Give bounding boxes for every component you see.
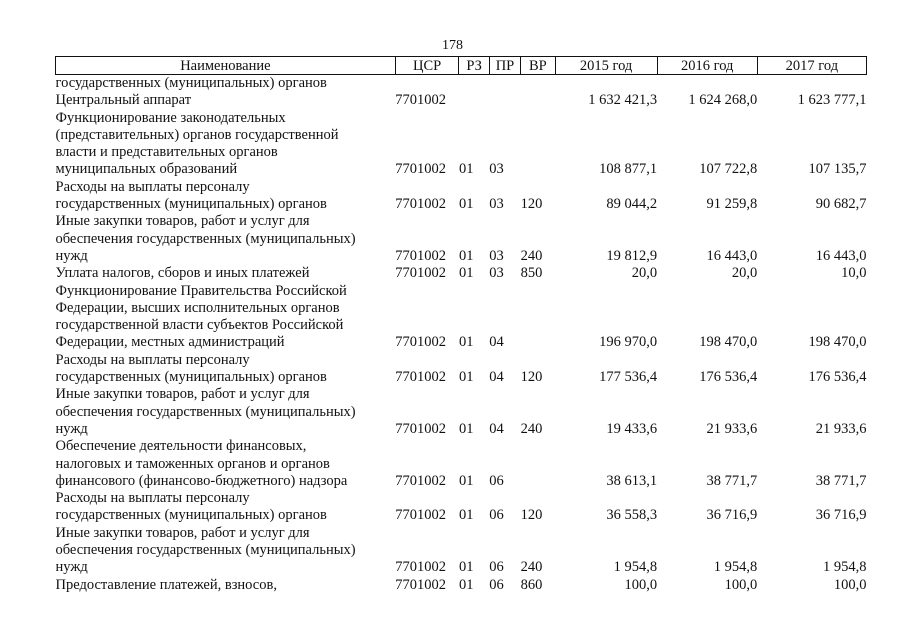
cell-vr — [521, 404, 555, 421]
table-row — [56, 352, 867, 369]
cell-2017 — [757, 542, 866, 559]
cell-rz — [459, 542, 489, 559]
budget-table — [55, 56, 867, 594]
cell-rz: 01 — [458, 559, 474, 576]
table-row — [56, 525, 867, 542]
cell-2015 — [555, 386, 657, 403]
cell-vr: 240 — [520, 559, 543, 576]
cell-2015: 36 558,3 — [606, 507, 658, 524]
cell-csr — [395, 110, 459, 127]
cell-pr — [489, 144, 520, 161]
cell-2016 — [657, 386, 757, 403]
cell-pr: 03 — [489, 161, 504, 178]
table-row — [56, 369, 867, 386]
header-name: Наименование — [56, 57, 396, 75]
cell-vr — [521, 334, 555, 351]
cell-2016 — [657, 542, 757, 559]
table-row — [56, 490, 867, 507]
cell-csr — [395, 213, 459, 230]
cell-2016 — [657, 179, 757, 196]
cell-csr: 7701002 — [395, 420, 447, 437]
cell-2015 — [555, 127, 657, 144]
cell-2017 — [757, 317, 866, 334]
cell-csr — [395, 352, 459, 369]
cell-pr — [489, 75, 520, 93]
cell-2015: 1 632 421,3 — [588, 92, 658, 109]
cell-2015: 177 536,4 — [599, 369, 658, 386]
cell-rz — [459, 179, 489, 196]
cell-2015 — [555, 179, 657, 196]
cell-2017: 1 954,8 — [823, 559, 867, 576]
cell-pr — [489, 300, 520, 317]
cell-2016 — [657, 525, 757, 542]
cell-pr — [489, 542, 520, 559]
cell-rz — [459, 317, 489, 334]
cell-2016 — [657, 127, 757, 144]
cell-rz: 01 — [458, 265, 474, 282]
cell-2016 — [657, 144, 757, 161]
cell-name: государственных (муниципальных) органов — [55, 507, 327, 524]
cell-2017 — [757, 110, 866, 127]
cell-pr: 03 — [489, 247, 504, 264]
table-row — [56, 300, 867, 317]
cell-vr — [521, 525, 555, 542]
table-row — [56, 75, 867, 93]
cell-2016 — [657, 75, 757, 93]
cell-rz — [459, 456, 489, 473]
cell-name: Федерации, высших исполнительных органов — [55, 299, 340, 316]
cell-2015: 20,0 — [631, 265, 658, 282]
table-row — [56, 179, 867, 196]
cell-csr — [395, 283, 459, 300]
cell-pr: 06 — [489, 559, 504, 576]
cell-2016: 20,0 — [731, 265, 758, 282]
cell-pr — [489, 317, 520, 334]
cell-name: Расходы на выплаты персоналу — [55, 490, 250, 507]
cell-name: власти и представительных органов — [55, 144, 278, 161]
cell-vr: 120 — [520, 196, 543, 213]
cell-pr — [489, 231, 520, 248]
cell-2015 — [555, 525, 657, 542]
table-row — [56, 144, 867, 161]
cell-rz — [459, 110, 489, 127]
cell-name: государственных (муниципальных) органов — [55, 196, 327, 213]
cell-rz — [459, 75, 489, 93]
cell-pr: 03 — [489, 265, 504, 282]
cell-2015 — [555, 283, 657, 300]
cell-name: финансового (финансово-бюджетного) надзора — [55, 472, 348, 489]
cell-vr — [521, 127, 555, 144]
header-csr: ЦСР — [395, 57, 459, 75]
cell-2017: 36 716,9 — [815, 507, 867, 524]
cell-2015: 89 044,2 — [606, 196, 658, 213]
cell-2017 — [757, 283, 866, 300]
cell-vr — [521, 456, 555, 473]
cell-rz: 01 — [458, 420, 474, 437]
cell-pr — [489, 283, 520, 300]
cell-vr — [521, 490, 555, 507]
cell-2016 — [657, 490, 757, 507]
cell-name: нужд — [55, 420, 88, 437]
cell-rz: 01 — [458, 247, 474, 264]
cell-rz: 01 — [458, 334, 474, 351]
cell-2017 — [757, 404, 866, 421]
header-pr: ПР — [489, 57, 520, 75]
cell-rz — [459, 92, 489, 109]
cell-csr — [395, 75, 459, 93]
cell-name: Иные закупки товаров, работ и услуг для — [55, 213, 310, 230]
cell-name: Иные закупки товаров, работ и услуг для — [55, 524, 310, 541]
cell-vr — [521, 283, 555, 300]
cell-vr — [521, 317, 555, 334]
cell-2015: 1 954,8 — [613, 559, 658, 576]
cell-vr — [521, 75, 555, 93]
cell-2017 — [757, 438, 866, 455]
cell-vr: 240 — [520, 247, 543, 264]
cell-2015 — [555, 490, 657, 507]
cell-2016: 176 536,4 — [699, 369, 758, 386]
cell-rz — [459, 525, 489, 542]
cell-vr — [521, 213, 555, 230]
cell-rz: 01 — [458, 196, 474, 213]
cell-2017: 107 135,7 — [808, 161, 867, 178]
cell-2016: 1 954,8 — [713, 559, 758, 576]
cell-name: Функционирование законодательных — [55, 109, 286, 126]
cell-name: государственных (муниципальных) органов — [55, 75, 327, 91]
cell-pr — [489, 386, 520, 403]
cell-2015 — [555, 213, 657, 230]
cell-csr — [395, 317, 459, 334]
cell-name: Предоставление платежей, взносов, — [55, 576, 277, 593]
header-2015: 2015 год — [555, 57, 657, 75]
header-2016: 2016 год — [657, 57, 757, 75]
cell-2016: 198 470,0 — [699, 334, 758, 351]
cell-csr — [395, 179, 459, 196]
table-row — [56, 577, 867, 594]
cell-2015: 38 613,1 — [606, 472, 658, 489]
cell-csr — [395, 456, 459, 473]
table-header-row — [56, 57, 867, 75]
table-row — [56, 438, 867, 455]
cell-name: Функционирование Правительства Российской — [55, 282, 347, 299]
cell-2015 — [555, 352, 657, 369]
header-rz: РЗ — [459, 57, 489, 75]
cell-pr — [489, 525, 520, 542]
table-row — [56, 265, 867, 282]
cell-2015 — [555, 75, 657, 93]
cell-name: нужд — [55, 559, 88, 576]
cell-csr — [395, 386, 459, 403]
table-row — [56, 334, 867, 351]
cell-2017 — [757, 75, 866, 93]
cell-2017: 1 623 777,1 — [797, 92, 867, 109]
cell-vr: 120 — [520, 369, 543, 386]
cell-2017 — [757, 352, 866, 369]
cell-vr — [521, 473, 555, 490]
cell-pr: 04 — [489, 369, 504, 386]
cell-csr — [395, 438, 459, 455]
cell-pr: 06 — [489, 507, 504, 524]
cell-rz: 01 — [458, 507, 474, 524]
table-row — [56, 110, 867, 127]
cell-pr — [489, 490, 520, 507]
cell-2015 — [555, 542, 657, 559]
cell-2015: 19 433,6 — [606, 420, 658, 437]
cell-csr — [395, 525, 459, 542]
header-vr: ВР — [521, 57, 555, 75]
cell-2017: 198 470,0 — [808, 334, 867, 351]
cell-pr — [489, 352, 520, 369]
cell-vr: 850 — [520, 265, 543, 282]
cell-rz — [459, 231, 489, 248]
cell-2016 — [657, 317, 757, 334]
cell-pr: 04 — [489, 334, 504, 351]
cell-rz — [459, 404, 489, 421]
cell-2017: 100,0 — [833, 576, 867, 593]
cell-csr: 7701002 — [395, 559, 447, 576]
cell-2016 — [657, 110, 757, 127]
cell-2016: 16 443,0 — [706, 247, 758, 264]
cell-pr: 04 — [489, 420, 504, 437]
cell-2016 — [657, 438, 757, 455]
table-row — [56, 196, 867, 213]
cell-pr: 06 — [489, 576, 504, 593]
cell-pr — [489, 404, 520, 421]
cell-pr: 03 — [489, 196, 504, 213]
cell-csr — [395, 490, 459, 507]
cell-name: обеспечения государственных (муниципальных) — [55, 403, 356, 420]
cell-2016 — [657, 352, 757, 369]
table-row — [56, 231, 867, 248]
cell-2015 — [555, 144, 657, 161]
cell-2015: 100,0 — [624, 576, 658, 593]
cell-rz — [459, 213, 489, 230]
cell-2017 — [757, 231, 866, 248]
cell-pr — [489, 213, 520, 230]
cell-name: налоговых и таможенных органов и органов — [55, 455, 330, 472]
table-row — [56, 213, 867, 230]
header-2017: 2017 год — [757, 57, 866, 75]
cell-pr — [489, 179, 520, 196]
cell-csr: 7701002 — [395, 247, 447, 264]
table-row — [56, 559, 867, 576]
cell-pr — [489, 456, 520, 473]
cell-name: (представительных) органов государственной — [55, 126, 339, 143]
cell-pr — [489, 92, 520, 109]
cell-name: государственной власти субъектов Российской — [55, 317, 344, 334]
cell-2015 — [555, 456, 657, 473]
cell-pr — [489, 127, 520, 144]
cell-vr — [521, 542, 555, 559]
cell-csr — [395, 231, 459, 248]
cell-name: муниципальных образований — [55, 161, 238, 178]
cell-2016 — [657, 300, 757, 317]
cell-vr — [521, 110, 555, 127]
cell-csr — [395, 300, 459, 317]
cell-2016: 91 259,8 — [706, 196, 758, 213]
cell-vr: 240 — [520, 420, 543, 437]
cell-rz: 01 — [458, 369, 474, 386]
cell-csr: 7701002 — [395, 265, 447, 282]
cell-pr — [489, 110, 520, 127]
cell-2016: 107 722,8 — [699, 161, 758, 178]
cell-csr — [395, 127, 459, 144]
table-row — [56, 456, 867, 473]
cell-2016 — [657, 283, 757, 300]
cell-2016: 1 624 268,0 — [688, 92, 758, 109]
cell-2015 — [555, 300, 657, 317]
cell-pr — [489, 438, 520, 455]
cell-2016: 36 716,9 — [706, 507, 758, 524]
table-row — [56, 473, 867, 490]
cell-rz: 01 — [458, 472, 474, 489]
cell-2016 — [657, 231, 757, 248]
cell-2015 — [555, 404, 657, 421]
cell-csr — [395, 542, 459, 559]
cell-vr — [521, 92, 555, 109]
table-body — [56, 75, 867, 594]
cell-name: Расходы на выплаты персоналу — [55, 178, 250, 195]
table-row — [56, 404, 867, 421]
cell-vr — [521, 144, 555, 161]
cell-rz — [459, 283, 489, 300]
cell-csr — [395, 144, 459, 161]
cell-vr — [521, 179, 555, 196]
cell-name: Центральный аппарат — [55, 92, 192, 109]
cell-name: Уплата налогов, сборов и иных платежей — [55, 265, 310, 282]
cell-2017 — [757, 525, 866, 542]
cell-rz — [459, 438, 489, 455]
cell-2017 — [757, 179, 866, 196]
table-row — [56, 248, 867, 265]
cell-rz: 01 — [458, 576, 474, 593]
cell-csr: 7701002 — [395, 472, 447, 489]
table-row — [56, 283, 867, 300]
table-row — [56, 127, 867, 144]
page-number: 178 — [442, 38, 463, 53]
cell-2017: 16 443,0 — [815, 247, 867, 264]
cell-name: обеспечения государственных (муниципальных) — [55, 542, 356, 559]
cell-2016: 21 933,6 — [706, 420, 758, 437]
cell-rz — [459, 127, 489, 144]
cell-2016: 100,0 — [724, 576, 758, 593]
cell-2015: 19 812,9 — [606, 247, 658, 264]
cell-csr: 7701002 — [395, 576, 447, 593]
cell-2015: 196 970,0 — [599, 334, 658, 351]
cell-rz — [459, 386, 489, 403]
cell-2017 — [757, 213, 866, 230]
cell-name: Иные закупки товаров, работ и услуг для — [55, 386, 310, 403]
table-row — [56, 507, 867, 524]
table-row — [56, 421, 867, 438]
cell-name: Расходы на выплаты персоналу — [55, 351, 250, 368]
cell-name: государственных (муниципальных) органов — [55, 369, 327, 386]
cell-csr: 7701002 — [395, 507, 447, 524]
cell-2017 — [757, 300, 866, 317]
cell-2015 — [555, 231, 657, 248]
cell-2017: 176 536,4 — [808, 369, 867, 386]
cell-vr: 860 — [520, 576, 543, 593]
cell-2017 — [757, 127, 866, 144]
cell-2017: 38 771,7 — [815, 472, 867, 489]
cell-csr: 7701002 — [395, 369, 447, 386]
cell-2016 — [657, 404, 757, 421]
table-row — [56, 386, 867, 403]
cell-rz: 01 — [458, 161, 474, 178]
cell-name: Федерации, местных администраций — [55, 334, 285, 351]
cell-name: обеспечения государственных (муниципальных) — [55, 230, 356, 247]
cell-2017 — [757, 144, 866, 161]
cell-2017 — [757, 456, 866, 473]
cell-2017: 90 682,7 — [815, 196, 867, 213]
cell-2017: 21 933,6 — [815, 420, 867, 437]
cell-vr — [521, 231, 555, 248]
cell-csr: 7701002 — [395, 334, 447, 351]
cell-2016 — [657, 456, 757, 473]
cell-rz — [459, 300, 489, 317]
table-row — [56, 542, 867, 559]
cell-vr — [521, 300, 555, 317]
cell-rz — [459, 144, 489, 161]
cell-2016 — [657, 213, 757, 230]
cell-2017 — [757, 490, 866, 507]
cell-2015 — [555, 110, 657, 127]
cell-2015: 108 877,1 — [599, 161, 658, 178]
cell-vr: 120 — [520, 507, 543, 524]
cell-2017: 10,0 — [841, 265, 867, 282]
cell-vr — [521, 161, 555, 178]
cell-vr — [521, 438, 555, 455]
cell-name: нужд — [55, 247, 88, 264]
cell-csr: 7701002 — [395, 196, 447, 213]
cell-2015 — [555, 317, 657, 334]
cell-csr: 7701002 — [395, 92, 447, 109]
table-row — [56, 161, 867, 178]
cell-2015 — [555, 438, 657, 455]
cell-csr — [395, 404, 459, 421]
cell-rz — [459, 352, 489, 369]
cell-2016: 38 771,7 — [706, 472, 758, 489]
cell-vr — [521, 386, 555, 403]
cell-name: Обеспечение деятельности финансовых, — [55, 438, 307, 455]
table-row — [56, 92, 867, 109]
cell-2017 — [757, 386, 866, 403]
cell-pr: 06 — [489, 472, 504, 489]
cell-rz — [459, 490, 489, 507]
table-row — [56, 317, 867, 334]
cell-csr: 7701002 — [395, 161, 447, 178]
cell-vr — [521, 352, 555, 369]
